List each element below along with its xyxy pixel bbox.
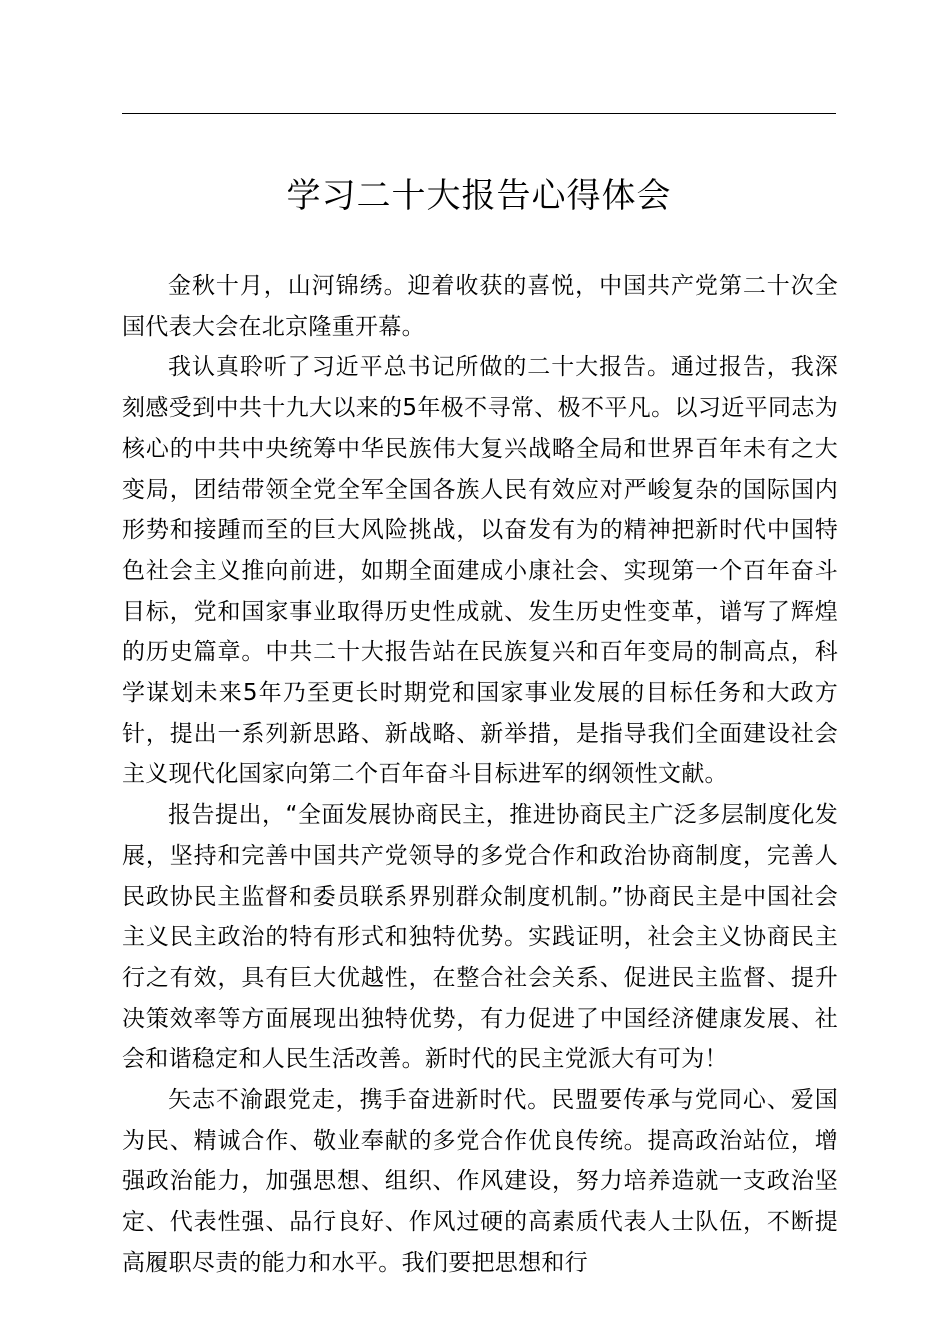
paragraph-2: 我认真聆听了习近平总书记所做的二十大报告。通过报告，我深刻感受到中共十九大以来的5年极不寻常、极不平凡。以习近平同志为核心的中共中央统筹中华民族伟大复兴战略全局和世界百年未有之大变局，团结带领全党全军全国各族人民有效应对严峻复杂的国际国内形势和接踵而至的巨大风险挑战，以奋发有为的精神把新时代中国特色社会主义推向前进，如期全面建成小康社会、实现第一个百年奋斗目标，党和国家事业取得历史性成就、发生历史性变革，谱写了辉煌的历史篇章。中共二十大报告站在民族复兴和百年变局的制高点，科学谋划未来5年乃至更长时期党和国家事业发展的目标任务和大政方针，提出一系列新思路、新战略、新举措，是指导我们全面建设社会主义现代化国家向第二个百年奋斗目标进军的纲领性文献。	[122, 354, 838, 788]
paragraph-4: 矢志不渝跟党走，携手奋进新时代。民盟要传承与党同心、爱国为民、精诚合作、敬业奉献的多党合作优良传统。提高政治站位，增强政治能力，加强思想、组织、作风建设，努力培养造就一支政治坚定、代表性强、品行良好、作风过硬的高素质代表人士队伍，不断提高履职尽责的能力和水平。我们要把思想和行	[122, 1087, 838, 1276]
paragraph-1: 金秋十月，山河锦绣。迎着收获的喜悦，中国共产党第二十次全国代表大会在北京隆重开幕。	[122, 273, 838, 340]
document-title: 学习二十大报告心得体会	[286, 176, 672, 216]
document-body	[122, 266, 838, 1284]
paragraph-3: 报告提出，“全面发展协商民主，推进协商民主广泛多层制度化发展，坚持和完善中国共产党领导的多党合作和政治协商制度，完善人民政协民主监督和委员联系界别群众制度机制。”协商民主是中国社会主义民主政治的特有形式和独特优势。实践证明，社会主义协商民主行之有效，具有巨大优越性，在整合社会关系、促进民主监督、提升决策效率等方面展现出独特优势，有力促进了中国经济健康发展、社会和谐稳定和人民生活改善。新时代的民主党派大有可为！	[122, 802, 838, 1073]
header-rule	[122, 113, 836, 114]
